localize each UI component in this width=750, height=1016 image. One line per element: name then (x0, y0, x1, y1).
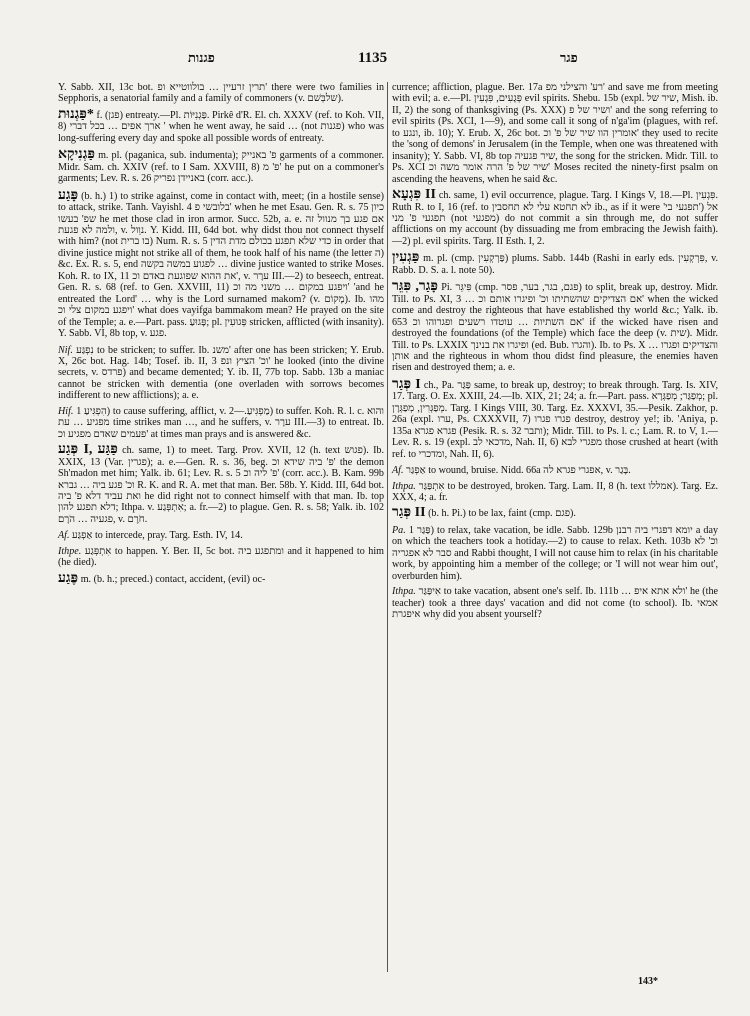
entry-text: אַפְגַּע to intercede, pray. Targ. Esth. IV, 14. (72, 530, 243, 542)
entry-text: Pi. פִּיגֵּר (cmp. פגם, בגר, בער, פסר) to split, break up, destroy. Midr. Till. to Ps. XI, 3 … אם הצדיקים שהשתיתו וכ' ופיגרו אותם וכ' when the wicked come and destroy the righteous that have established thy world &c.; Yalk. ib. 653 אם השתיות … עוטדו רשעים ופגרוהו וכ' if the wicked have risen and destroyed the foundations (of the Temple) which face the deep (v. שית). Midr. Till. to Ps. LXXIX ופיגרו את בנינך (ed. Bub. והגרו). Ib. to Ps. X … והצדיקים ופגרו אותן and the righteous in whom thou didst find pleasure, the enemies haven risen and destroyed them; a. e. (392, 282, 719, 374)
dictionary-entry (58, 444, 384, 525)
headword: פַּגְנוּת* (58, 106, 94, 122)
headword: פָּגַע (58, 187, 79, 203)
entry-text: ch. same, 1) evil occurrence, plague. Targ. I Kings V, 18.—Pl. פִּגְעִין. Ruth R. to I, 16 (ref. to לא תחטא עלי לא תחסבין ib., as if it were 'תפגעי בי') אל תפגעי פ' מני (not מפגעי) do not commit a sin through me, do not suffer afflictions on my account (by dissuading me from embracing the Jewish faith).—2) pl. evil spirits. Targ. II Esth. I, 2. (392, 190, 719, 247)
entry-paragraph (58, 546, 384, 569)
right-column (392, 82, 718, 624)
headword: פַּגְעִין (392, 250, 420, 266)
entry-text: נִפְגַּע to be stricken; to suffer. Ib. משנ' after one has been stricken; Y. Erub. X, 26c bot. Hag. 14b; Tosef. ib. II, 3 וכ' הציץ ונפ' he looked (into the divine secrets, v. פרדס) and became demented; Y. ib. II, 77b top. Sabb. 13b a maniac cannot be stricken with dementia (one overladen with sorrows becomes indifferent to new afflictions); a. e. (58, 344, 384, 402)
entry-paragraph (58, 345, 384, 402)
entry-paragraph (392, 481, 718, 504)
dictionary-page (58, 40, 718, 1000)
entry-paragraph (58, 82, 384, 105)
entry-paragraph (58, 406, 384, 440)
entry-paragraph (392, 465, 718, 476)
entry-text: m. (b. h.; preced.) contact, accident, (evil) oc- (80, 573, 266, 585)
entry-text: ch. same, 1) to meet. Targ. Prov. XVII, 12 (h. text פגוש). Ib. XXIX, 13 (Var. פגרין); a. e.—Gen. R. s. 36, beg. פ' ביה שידא וכ' the demon Sh'madon met him; Yalk. ib. 61; Lev. R. s. 5 פ' ליה וכ' (corr. acc.). B. Kam. 99b וכ' פגע ביה … גברא R. K. and R. A. met that man. Ber. 58b. Y. Kidd. III, 64d bot. ואת עביד דלא פ' ביה he did right not to connect himself with that man. Ib. top דלא תפגע להון; Ithpa. v. אִתְפְּגַע; a. fr.—2) to plague. Gen. R. s. 58; Yalk. ib. 102 פגעיה … הֹרָם, v. חֹרֶם. (58, 445, 385, 525)
dictionary-entry (58, 149, 384, 184)
entry-text: ch., Pa. פַּגַּר same, to break up, destroy; to break through. Targ. Is. XIV, 17. Targ. O. Ex. XXIII, 24.—Ib. XIX, 21; 24; a. fr.—Part. pass. מְפַגַּר; מְפַגְּרָא; pl. מְפַגְּרִין, מְפַגְּרָן. Targ. I Kings VIII, 30. Targ. Ez. XXXVI, 35.—Pesik. Zakhor, p. 26a (expl. ערו, Ps. CXXXVII, 7) פגרו פגרו destroy, destroy ye!; ib. 'Aniya, p. 135a פגרא פגרא (Pesik. R. s. 32 ותבר); Midr. Till. to Ps. l. c.; Lam. R. to V, 1.—Lev. R. s. 19 (expl. מדכאי לב, Nah. II, 6) מפגרי לבא those crushed at heart (with ref. to ומדכרי, Nah. II, 6). (392, 379, 719, 460)
headword: פְּגַר II (392, 505, 426, 521)
entry-text: אַפְגַּר to wound, bruise. Nidd. 66a אפגרי פגרא לה, v. בָּגַר. (406, 465, 631, 477)
entry-text: currence; affliction, plague. Ber. 17a רע' והצילני מפ' and save me from meeting with evil; a. e.—Pl. פְּגָעִים, פִּגְעִין evil spirits. Shebu. 15b (expl. שיר של, Mish. ib. II, 2) the song of thanksgiving (Ps. XXX) ושיר של פ' and the song referring to evil spirits (Ps. XCI, 1—9), and some call it song of n'ga'im (plagues, with ref. to ונגע, ib. 10); Y. Erub. X, 26c bot. אומרין הוו שיר של פ' וכ' they used to recite the 'song of demons' in Jerusalem (in the Temple, when one was threatened with insanity); Y. Sabb. VI, 8b top שיר פגעיה, the song for the stricken. Midr. Till. to Ps. XCI שיר של פ' הרה אומר משה וכ' Moses recited the ninety-first psalm on ascending the heavens, when he said &c. (392, 82, 719, 185)
page-number: 1135 (358, 50, 388, 66)
entry-text: (b. h.) 1) to strike against, come in contact with, meet; (in a hostile sense) to attack, strike. Tanh. Vayishl. 4 בלובשי פ' when he met Esau. Gen. R. s. 75 כיון שפ' בעשו he met those clad in iron armor. Succ. 52b, a. e. אם פגע בך מנוול זה ולמה לא פגעת, v. נוֵול. Y. Kidd. III, 64d bot. why didst thou not connect thyself with him? (not בו ברית) Num. R. s. 5 כדי שלא תפגע בכולם מדת הדין in order that divine justice might not strike all of them, he took half of his name (the letter ה) &c. Ex. R. s. 5, end לפגוע במשה בקשה … divine justice wanted to strike Moses. Koh. R. to IX, 11 את ההוא שפוגעת באדם וכ', v. ערָר III.—2) to beseech, entreat. Gen. R. s. 68 (ref. to Gen. XXVIII, 11) ויפגע במקום … משני מה וכ' 'and he entreated the Lord' … why is the Lord surnamed makom? (v. מָקוֹם). Ib. מהו ויפגע במקום צלי וכ' what does vayifga bammakom mean? He prayed on the site of the Temple; a. e.—Part. pass. פָּגוּעַ; pl. פְּגוּעִין stricken, afflicted (with insanity). Y. Sabb. VI, 8b top, v. פגע. (58, 190, 385, 340)
entry-text: f. (פגן) entreaty.—Pl. פַּגְנִיּוֹת. Pirkê d'R. El. ch. XXXV (ref. to Koh. VII, 8) ארך אפים … בכל דברי ' when he went away, he said … (not פגנות) who was long-suffering every day and spoke all possible words of entreaty. (58, 109, 384, 144)
entry-text: פַּגַּר 1) to relax, take vacation, be idle. Sabb. 129b יומא דפגרי ביה רבנן a day on which the teachers took a hotiday.—2) to cause to relax. Keth. 103b וכ' לא סבר לא אפגריה and Rabbi thought, I will not cause him to relax (in his charitable work, by appointing him a member of the college; or 'I will not wear him out', overburden him). (392, 524, 718, 582)
conjugation-label: Pa. (392, 524, 406, 536)
entry-paragraph (392, 586, 718, 620)
dictionary-entry (392, 252, 718, 276)
page-header (58, 50, 718, 74)
entry-paragraph (392, 525, 718, 582)
conjugation-label: Nif. (58, 344, 73, 356)
conjugation-label: Af. (392, 465, 404, 477)
headword: פָּגַר, פִּגֵּר (392, 279, 438, 295)
headword: פְּגַע I, פַּגַּע (58, 442, 118, 458)
entry-text: Y. Sabb. XII, 13c bot. תרין זרעיין … בולווטייא ופ' there were two families in Sepphoris, a senatorial family and a family of commoners (v. שלבְּשׁם). (58, 82, 385, 105)
conjugation-label: Af. (58, 530, 70, 542)
dictionary-entry (58, 187, 385, 340)
conjugation-label: Ithpe. (58, 545, 82, 557)
header-right-catchword: פגר (560, 50, 578, 65)
entry-paragraph (392, 82, 718, 185)
entry-text: הִפְגִּיעַ 1) to cause suffering, afflict, v. מַפְגִּיעַ.—2) to suffer. Koh. R. l. c. והוא מפגיע … עת time strikes man …, and he suffers, v. ערָר III.—3) to entreat. Ib. פעמים שאדם מפגיע וכ' at times man prays and is answered &c. (58, 405, 385, 440)
column-divider (387, 82, 388, 972)
entry-text: m. pl. (cmp. פַּרְקְעִין) plums. Sabb. 144b (Rashi in early eds. פִּרְקְעִין, v. Rabb. D. S. a. l. note 50). (392, 253, 718, 276)
dictionary-entry (58, 570, 384, 586)
entry-text: אִיפַּגַּר to take vacation, absent one's self. Ib. 111b … ולא אתא איפ' he (the teacher) took a three days' vacation and did not come (to school). Ib. אמאי איפגרת why did you absent yourself? (392, 586, 718, 621)
conjugation-label: Ithpa. (392, 480, 416, 492)
headword: פִּגְעָא II (392, 187, 436, 203)
dictionary-entry (392, 376, 719, 460)
dictionary-entry (58, 106, 384, 144)
entry-text: אִתְפְּגַע to happen. Y. Ber. II, 5c bot. ומתפגע ביה and it happened to him (he died). (58, 545, 384, 569)
headword: פֶּגַע (58, 570, 79, 586)
dictionary-entry (392, 189, 718, 247)
conjugation-label: Hif. (58, 405, 74, 417)
entry-text: (b. h. Pi.) to be lax, faint (cmp. פגם). (428, 508, 576, 520)
signature-mark: 143* (638, 976, 658, 987)
headword: פְּגַר I (392, 376, 421, 392)
left-column (58, 82, 384, 590)
header-left-catchword: פגנות (188, 50, 215, 65)
dictionary-entry (392, 507, 718, 519)
entry-text: אִתְפַּגַּר to be destroyed, broken. Targ. Lam. II, 8 (h. text אמללו). Targ. Ez. XXX, 4; a. fr. (392, 480, 718, 503)
headword: פַּגְנִיקָא (58, 147, 95, 163)
entry-text: m. pl. (paganica, sub. indumenta); פ' באנייק garments of a commoner. Midr. Sam. ch. XXIV (ref. to I Sam. XXVIII, 8) פ' מ' he put on a commoner's garments; Lev. R. s. 26 באניידן נפריק (corr. acc.). (58, 150, 384, 185)
conjugation-label: Ithpa. (392, 586, 416, 598)
dictionary-entry (392, 281, 718, 374)
entry-paragraph (58, 530, 384, 541)
